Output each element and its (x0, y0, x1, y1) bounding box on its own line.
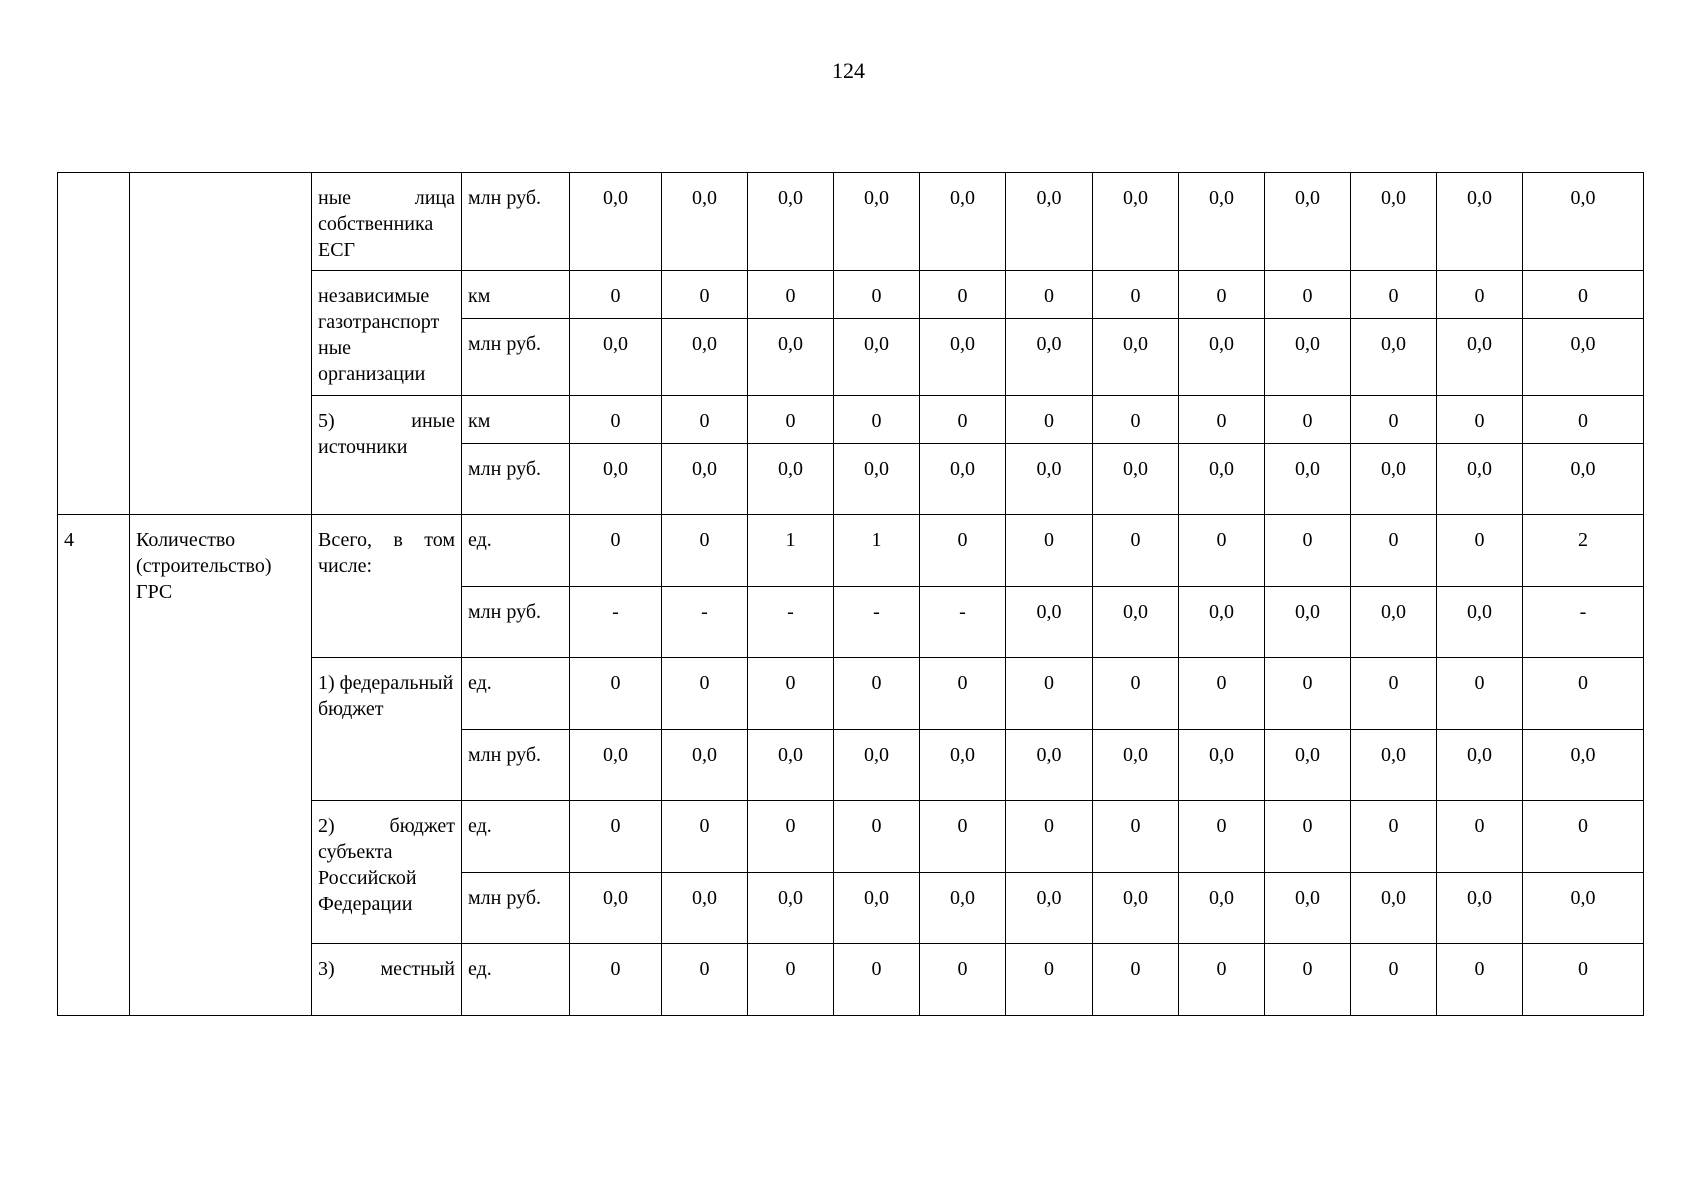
value-cell: 0 (1265, 396, 1351, 444)
unit-cell: ед. (462, 801, 570, 873)
source-cell: Всего, в том числе: (312, 515, 462, 658)
value-cell: - (748, 587, 834, 658)
value-cell: 0 (1437, 801, 1523, 873)
value-cell: 0,0 (1437, 587, 1523, 658)
value-cell: 0 (920, 944, 1006, 1016)
indicator-cell: Количество (строительство) ГРС (130, 515, 312, 1016)
value-cell: 0,0 (1437, 873, 1523, 944)
value-cell: 0 (662, 396, 748, 444)
value-cell: 0,0 (662, 319, 748, 396)
row-index: 4 (58, 515, 130, 1016)
value-cell: 0 (1351, 396, 1437, 444)
value-cell: 0,0 (834, 444, 920, 515)
value-cell: 0 (1523, 944, 1644, 1016)
value-cell: 0,0 (1179, 319, 1265, 396)
value-cell: - (662, 587, 748, 658)
value-cell: 0 (1351, 515, 1437, 587)
value-cell: 0,0 (570, 444, 662, 515)
value-cell: 0 (1179, 658, 1265, 730)
value-cell: 0,0 (1523, 319, 1644, 396)
unit-cell: ед. (462, 515, 570, 587)
value-cell: 0 (920, 271, 1006, 319)
table-row (58, 173, 1644, 271)
value-cell: 0 (834, 396, 920, 444)
value-cell: 0,0 (1093, 873, 1179, 944)
value-cell: 0,0 (1093, 444, 1179, 515)
value-cell: 1 (834, 515, 920, 587)
value-cell: 0,0 (834, 873, 920, 944)
source-cell: ные лица собственника ЕСГ (312, 173, 462, 271)
value-cell: 0,0 (1265, 173, 1351, 271)
value-cell: 0,0 (1523, 730, 1644, 801)
value-cell: 0,0 (1351, 730, 1437, 801)
value-cell: 0,0 (1179, 587, 1265, 658)
value-cell: 0 (1523, 801, 1644, 873)
source-cell: независимые газотранспорт ные организации (312, 271, 462, 396)
value-cell: 0,0 (1437, 173, 1523, 271)
value-cell: 0 (1006, 944, 1093, 1016)
value-cell: 0,0 (1523, 173, 1644, 271)
value-cell: 0 (748, 944, 834, 1016)
value-cell: - (570, 587, 662, 658)
value-cell: 0,0 (1179, 730, 1265, 801)
value-cell: 0,0 (748, 873, 834, 944)
value-cell: 0 (1006, 801, 1093, 873)
value-cell: 0 (1265, 801, 1351, 873)
value-cell: 0,0 (1523, 873, 1644, 944)
value-cell: 0 (570, 271, 662, 319)
value-cell: 0,0 (1093, 730, 1179, 801)
value-cell: 0 (1179, 515, 1265, 587)
value-cell: 0 (1265, 515, 1351, 587)
value-cell: 0,0 (1351, 444, 1437, 515)
value-cell: 0 (662, 801, 748, 873)
value-cell: - (1523, 587, 1644, 658)
value-cell: 0,0 (920, 444, 1006, 515)
value-cell: 0,0 (748, 173, 834, 271)
value-cell: 0,0 (662, 444, 748, 515)
value-cell: 0,0 (1006, 173, 1093, 271)
value-cell: 0,0 (834, 730, 920, 801)
value-cell: 0,0 (1265, 730, 1351, 801)
value-cell: 0,0 (748, 730, 834, 801)
value-cell: 0,0 (920, 730, 1006, 801)
value-cell: 0,0 (570, 173, 662, 271)
unit-cell: млн руб. (462, 587, 570, 658)
value-cell: 0,0 (1265, 873, 1351, 944)
value-cell: 0 (1093, 271, 1179, 319)
indicator-cell (130, 173, 312, 515)
value-cell: 0 (1093, 396, 1179, 444)
value-cell: 0,0 (1265, 444, 1351, 515)
value-cell: 0 (1093, 944, 1179, 1016)
value-cell: 0,0 (662, 873, 748, 944)
value-cell: 0 (920, 801, 1006, 873)
value-cell: 0 (662, 944, 748, 1016)
value-cell: 0 (662, 515, 748, 587)
row-index (58, 173, 130, 515)
value-cell: 0,0 (1437, 444, 1523, 515)
value-cell: 0 (920, 658, 1006, 730)
value-cell: 0 (570, 658, 662, 730)
value-cell: 0 (1437, 658, 1523, 730)
value-cell: 0,0 (1006, 873, 1093, 944)
unit-cell: млн руб. (462, 730, 570, 801)
unit-cell: км (462, 271, 570, 319)
value-cell: 0,0 (1437, 730, 1523, 801)
value-cell: 0 (834, 658, 920, 730)
value-cell: 0,0 (1437, 319, 1523, 396)
value-cell: 0,0 (834, 173, 920, 271)
value-cell: 0 (1351, 271, 1437, 319)
value-cell: 0 (570, 801, 662, 873)
value-cell: 0 (662, 271, 748, 319)
value-cell: 0 (1006, 271, 1093, 319)
value-cell: 0,0 (920, 873, 1006, 944)
value-cell: 0 (1093, 515, 1179, 587)
value-cell: 0 (1179, 396, 1265, 444)
source-cell: 5) иные источники (312, 396, 462, 515)
value-cell: 0 (1523, 396, 1644, 444)
source-cell: 2) бюджет субъекта Российской Федерации (312, 801, 462, 944)
value-cell: 0 (920, 515, 1006, 587)
unit-cell: млн руб. (462, 444, 570, 515)
value-cell: 0 (1437, 271, 1523, 319)
value-cell: 0,0 (1351, 587, 1437, 658)
value-cell: 0 (1437, 944, 1523, 1016)
unit-cell: млн руб. (462, 873, 570, 944)
value-cell: 0,0 (920, 319, 1006, 396)
value-cell: 0 (1179, 271, 1265, 319)
value-cell: 0,0 (1351, 319, 1437, 396)
value-cell: 0 (834, 944, 920, 1016)
value-cell: 0 (1093, 801, 1179, 873)
value-cell: 0,0 (748, 319, 834, 396)
source-cell: 3) местный (312, 944, 462, 1016)
unit-cell: млн руб. (462, 173, 570, 271)
value-cell: 0 (1351, 801, 1437, 873)
value-cell: 0,0 (1265, 319, 1351, 396)
value-cell: 0 (570, 944, 662, 1016)
value-cell: 0,0 (1351, 173, 1437, 271)
value-cell: 0 (1351, 944, 1437, 1016)
unit-cell: млн руб. (462, 319, 570, 396)
value-cell: 0,0 (1006, 444, 1093, 515)
value-cell: 0 (1523, 658, 1644, 730)
value-cell: 0 (1351, 658, 1437, 730)
value-cell: 0,0 (570, 319, 662, 396)
value-cell: 0 (748, 271, 834, 319)
page-number: 124 (832, 58, 865, 83)
value-cell: 0 (1006, 396, 1093, 444)
value-cell: 0 (1006, 515, 1093, 587)
value-cell: 0 (1179, 944, 1265, 1016)
value-cell: 0,0 (1006, 587, 1093, 658)
value-cell: 0 (748, 801, 834, 873)
value-cell: 0 (1265, 271, 1351, 319)
value-cell: 0 (748, 396, 834, 444)
data-table (57, 172, 1644, 1016)
value-cell: 0,0 (748, 444, 834, 515)
value-cell: 0 (1006, 658, 1093, 730)
value-cell: 2 (1523, 515, 1644, 587)
value-cell: 0,0 (662, 173, 748, 271)
table-row (58, 515, 1644, 587)
value-cell: - (920, 587, 1006, 658)
value-cell: 0 (1265, 658, 1351, 730)
value-cell: 0 (1093, 658, 1179, 730)
value-cell: 0,0 (834, 319, 920, 396)
value-cell: 0 (1437, 515, 1523, 587)
value-cell: 0 (662, 658, 748, 730)
value-cell: 1 (748, 515, 834, 587)
value-cell: 0 (834, 271, 920, 319)
value-cell: 0,0 (570, 730, 662, 801)
value-cell: 0 (1179, 801, 1265, 873)
value-cell: 0,0 (1093, 173, 1179, 271)
value-cell: 0,0 (1179, 873, 1265, 944)
unit-cell: ед. (462, 658, 570, 730)
value-cell: 0,0 (1351, 873, 1437, 944)
value-cell: 0,0 (1006, 730, 1093, 801)
source-cell: 1) федеральный бюджет (312, 658, 462, 801)
value-cell: 0 (920, 396, 1006, 444)
value-cell: - (834, 587, 920, 658)
value-cell: 0,0 (1523, 444, 1644, 515)
value-cell: 0 (834, 801, 920, 873)
value-cell: 0,0 (920, 173, 1006, 271)
value-cell: 0 (1265, 944, 1351, 1016)
value-cell: 0 (570, 515, 662, 587)
value-cell: 0,0 (1179, 444, 1265, 515)
value-cell: 0,0 (1265, 587, 1351, 658)
unit-cell: ед. (462, 944, 570, 1016)
value-cell: 0 (748, 658, 834, 730)
value-cell: 0,0 (1093, 319, 1179, 396)
value-cell: 0 (570, 396, 662, 444)
value-cell: 0,0 (1093, 587, 1179, 658)
value-cell: 0 (1437, 396, 1523, 444)
unit-cell: км (462, 396, 570, 444)
value-cell: 0 (1523, 271, 1644, 319)
value-cell: 0,0 (662, 730, 748, 801)
value-cell: 0,0 (1179, 173, 1265, 271)
value-cell: 0,0 (1006, 319, 1093, 396)
value-cell: 0,0 (570, 873, 662, 944)
